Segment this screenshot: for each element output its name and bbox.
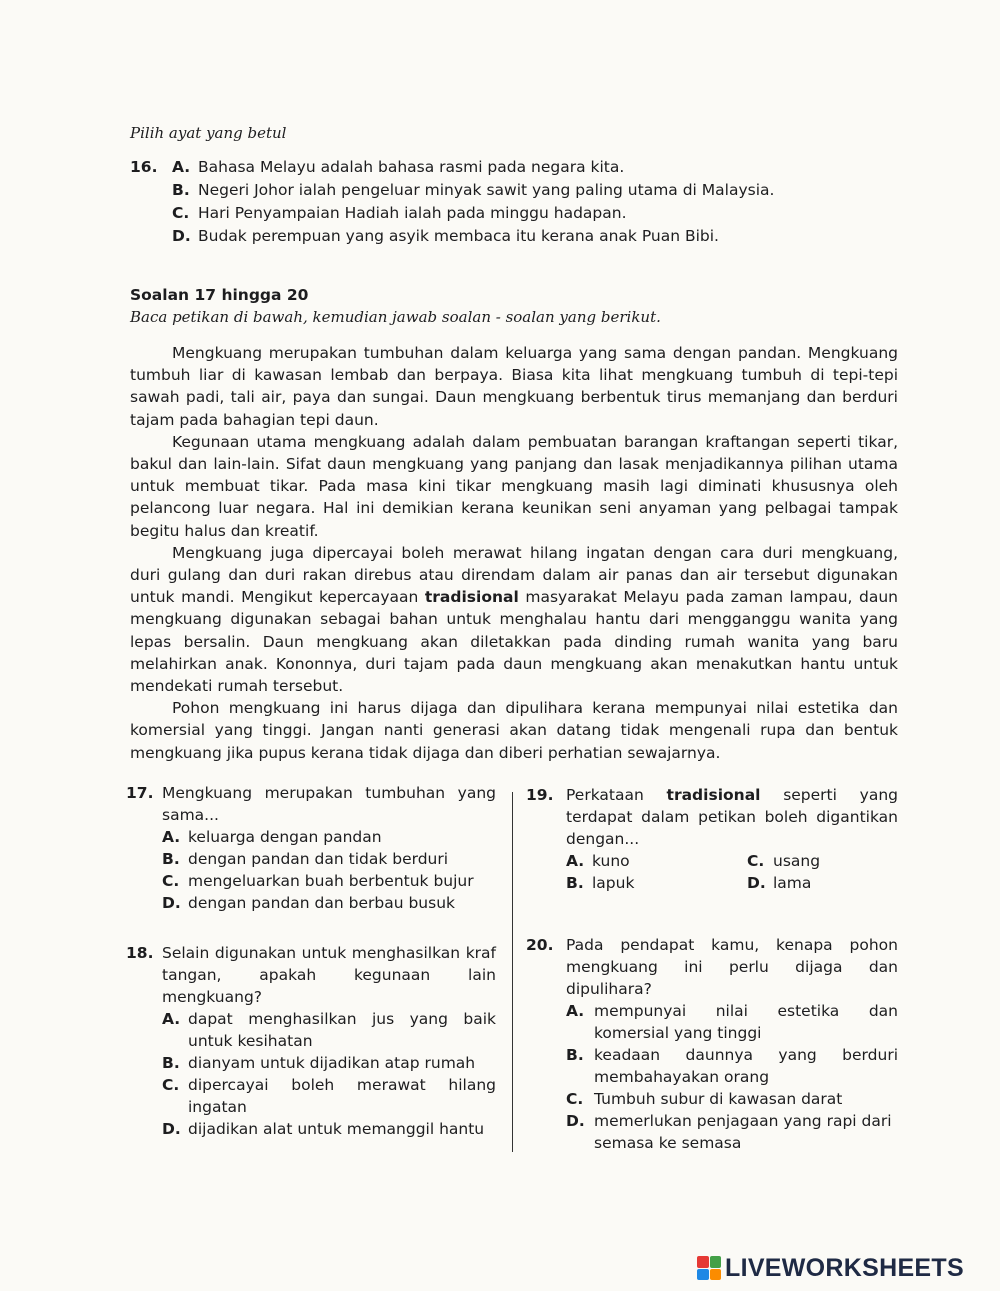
question-number: 16.: [130, 158, 158, 176]
passage-paragraph-1: Mengkuang merupakan tumbuhan dalam keluarga yang sama dengan pandan. Mengkuang tumbuh liar di kawasan lembab dan berpaya. Biasa kita lihat mengkuang tumbuh di tepi-tepi sawah padi, tali air, paya dan sungai. Daun mengkuang berbentuk tirus memanjang dan berduri tajam pada bahagian tepi daun.: [130, 344, 898, 429]
option-b[interactable]: B. dianyam untuk dijadikan atap rumah: [162, 1054, 476, 1072]
question-stem: Pada pendapat kamu, kenapa pohon mengkuang ini perlu dijaga dan dipulihara?: [566, 936, 898, 998]
reading-passage: [130, 342, 898, 764]
option-a[interactable]: A. keluarga dengan pandan: [162, 828, 382, 846]
liveworksheets-icon: [697, 1256, 721, 1280]
option-c[interactable]: C. dipercayai boleh merawat hilang ingatan: [162, 1076, 496, 1116]
option-c[interactable]: C. Tumbuh subur di kawasan darat: [566, 1090, 843, 1108]
option-c[interactable]: C. usang: [747, 852, 821, 870]
keyword-tradisional: tradisional: [666, 786, 761, 804]
option-b[interactable]: B. keadaan daunnya yang berduri membahayakan orang: [566, 1046, 898, 1086]
question-stem: Mengkuang merupakan tumbuhan yang sama...: [162, 784, 496, 824]
option-c[interactable]: C. mengeluarkan buah berbentuk bujur: [162, 872, 474, 890]
option-a[interactable]: A. kuno: [566, 852, 630, 870]
question-number: 20.: [526, 936, 554, 954]
question-18: [126, 942, 496, 1140]
option-c[interactable]: C. Hari Penyampaian Hadiah ialah pada minggu hadapan.: [172, 204, 627, 222]
column-divider: [512, 792, 513, 1152]
question-number: 17.: [126, 784, 154, 802]
option-d[interactable]: D. dijadikan alat untuk memanggil hantu: [162, 1120, 485, 1138]
option-d[interactable]: D. Budak perempuan yang asyik membaca itu kerana anak Puan Bibi.: [172, 227, 719, 245]
question-stem: Perkataan tradisional seperti yang terdapat dalam petikan boleh digantikan dengan...: [566, 786, 899, 848]
question-19: [526, 784, 898, 894]
liveworksheets-logo[interactable]: [697, 1253, 964, 1283]
options-grid: [566, 850, 898, 894]
logo-text: LIVEWORKSHEETS: [725, 1253, 964, 1282]
question-20: [526, 934, 898, 1154]
option-a[interactable]: A. Bahasa Melayu adalah bahasa rasmi pada negara kita.: [172, 158, 625, 176]
option-d[interactable]: D. memerlukan penjagaan yang rapi dari semasa ke semasa: [566, 1112, 892, 1152]
passage-paragraph-4: Pohon mengkuang ini harus dijaga dan dipulihara kerana mempunyai nilai estetika dan komersial yang tinggi. Jangan nanti generasi akan datang tidak mengenali rupa dan bentuk mengkuang jika pupus kerana tidak dijaga dan diberi perhatian sewajarnya.: [130, 699, 898, 762]
passage-paragraph-3: Mengkuang juga dipercayai boleh merawat hilang ingatan dengan cara duri mengkuang, duri gulang dan duri rakan direbus atau direndam dalam air panas dan air tersebut digunakan untuk mandi. Mengikut kepercayaan tradisional masyarakat Melayu pada zaman lampau, daun mengkuang digunakan sebagai bahan untuk menghalau hantu dari mengganggu wanita yang lepas bersalin. Daun mengkuang akan diletakkan pada dinding rumah wanita yang baru melahirkan anak. Kononnya, duri tajam pada daun mengkuang akan menakutkan hantu untuk mendekati rumah tersebut.: [130, 543, 898, 696]
section-instruction: Baca petikan di bawah, kemudian jawab soalan - soalan yang berikut.: [130, 308, 661, 326]
left-column: [126, 782, 496, 1140]
option-b[interactable]: B. Negeri Johor ialah pengeluar minyak sawit yang paling utama di Malaysia.: [172, 181, 775, 199]
instruction-text: Pilih ayat yang betul: [130, 124, 287, 142]
question-17: [126, 782, 496, 914]
question-stem: Selain digunakan untuk menghasilkan kraf tangan, apakah kegunaan lain mengkuang?: [162, 944, 496, 1006]
keyword-tradisional: tradisional: [424, 588, 519, 607]
question-16: [130, 156, 774, 248]
option-d[interactable]: D. lama: [747, 874, 812, 892]
right-column: [526, 784, 898, 1154]
option-a[interactable]: A. mempunyai nilai estetika dan komersial yang tinggi: [566, 1002, 898, 1042]
section-heading: Soalan 17 hingga 20: [130, 286, 309, 304]
option-b[interactable]: B. dengan pandan dan tidak berduri: [162, 850, 449, 868]
question-number: 18.: [126, 944, 154, 962]
option-b[interactable]: B. lapuk: [566, 874, 635, 892]
passage-paragraph-2: Kegunaan utama mengkuang adalah dalam pembuatan barangan kraftangan seperti tikar, bakul dan lain-lain. Sifat daun mengkuang yang panjang dan lasak menjadikannya pilihan utama untuk membuat tikar. Pada masa kini tikar mengkuang masih lagi diminati khususnya oleh pelancong luar negara. Hal ini demikian kerana keunikan seni anyaman yang pelbagai tampak begitu halus dan kreatif.: [130, 432, 898, 540]
option-a[interactable]: A. dapat menghasilkan jus yang baik untuk kesihatan: [162, 1010, 496, 1050]
option-d[interactable]: D. dengan pandan dan berbau busuk: [162, 894, 455, 912]
question-number: 19.: [526, 786, 554, 804]
